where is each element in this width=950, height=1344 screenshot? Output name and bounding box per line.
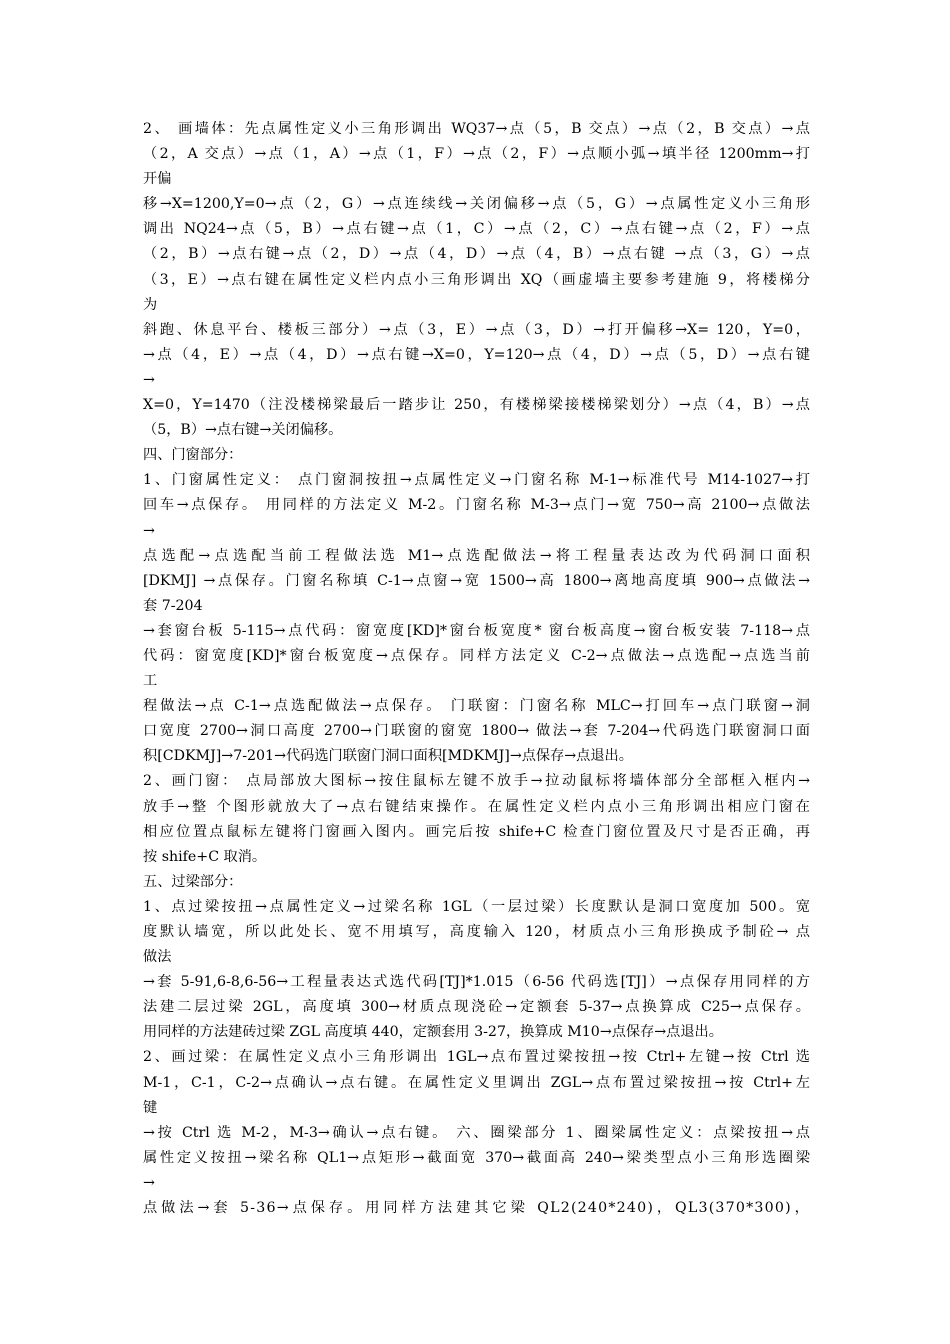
text-line: 点做法→套 5-36→点保存。用同样方法建其它梁 QL2(240*240)，QL3(370*300)， [143,1200,810,1217]
section-heading: 五、过梁部分： [143,873,243,890]
text-line: X=0，Y=1470（注没楼梯梁最后一踏步让 250，有楼梯梁接楼梯梁划分）→点（4，B）→点 [143,397,810,414]
text-line: 度默认墙宽，所以此处长、宽不用填写，高度输入 120，材质点小三角形换成予制砼→ 点 [143,924,810,940]
text-line: 口宽度 2700→洞口高度 2700→门联窗的窗宽 1800→ 做法→套 7-204→代码选门联窗洞口面 [143,723,810,740]
text-line: 键 [143,1099,158,1116]
text-line: 法建二层过梁 2GL，高度填 300→材质点现浇砼→定额套 5-37→点换算成 C25→点保存。 [143,999,810,1016]
text-line: 属性定义按扭→梁名称 QL1→点矩形→截面宽 370→截面高 240→梁类型点小三角形选圈梁 [143,1149,810,1166]
text-line: 1、门窗属性定义： 点门窗洞按扭→点属性定义→门窗名称 M-1→标准代号 M14-1027→打 [143,472,810,489]
text-line: （2，A 交点）→点（1，A）→点（1，F）→点（2，F）→点顺小弧→填半径 1200mm→打 [143,146,810,163]
text-line: → [143,371,155,388]
text-line: →套窗台板 5-115→点代码：窗宽度[KD]*窗台板宽度* 窗台板高度→窗台板安装 7-118→点 [143,622,810,639]
text-line: 套 7-204 [143,597,203,614]
text-line: （3，E）→点右键在属性定义栏内点小三角形调出 XQ（画虚墙主要参考建施 9，将楼梯分 [143,271,810,288]
text-line: 1、点过梁按扭→点属性定义→过梁名称 1GL（一层过梁）长度默认是洞口宽度加 500。宽 [143,898,810,915]
document-body [143,117,810,1221]
text-line: 程做法→点 C-1→点选配做法→点保存。 门联窗：门窗名称 MLC→打回车→点门联窗→洞 [143,698,810,715]
text-line: 移→X=1200,Y=0→点（2，G）→点连续线→关闭偏移→点（5，G）→点属性定义小三角形 [143,196,810,213]
text-line: 2、画过梁：在属性定义点小三角形调出 1GL→点布置过梁按扭→按 Ctrl+左键→按 Ctrl 选 [143,1049,810,1066]
text-line: 开偏 [143,171,172,188]
text-line: 工 [143,673,158,690]
text-line: →按 Ctrl 选 M-2，M-3→确认→点右键。 六、圈梁部分 1、圈梁属性定义：点梁按扭→点 [143,1124,810,1141]
text-line: 斜跑、休息平台、楼板三部分）→点（3，E）→点（3，D）→打开偏移→X= 120，Y=0， [143,321,810,338]
text-line: 用同样的方法建砖过梁 ZGL 高度填 440，定额套用 3-27，换算成 M10→点保存→点退出。 [143,1024,723,1041]
text-line: 点选配→点选配当前工程做法选 M1→点选配做法→将工程量表达改为代码洞口面积 [143,547,810,564]
text-line: 代码：窗宽度[KD]*窗台板宽度→点保存。同样方法定义 C-2→点做法→点选配→点选当前 [143,647,810,664]
text-line: [DKMJ] →点保存。门窗名称填 C-1→点窗→宽 1500→高 1800→离地高度填 900→点做法→ [143,572,810,589]
text-line: （5，B）→点右键→关闭偏移。 [143,422,343,439]
text-line: 调出 NQ24→点（5，B）→点右键→点（1，C）→点（2，C）→点右键→点（2，F）→点 [143,221,810,238]
text-line: 回车→点保存。 用同样的方法定义 M-2。门窗名称 M-3→点门→宽 750→高 2100→点做法 [143,497,810,514]
text-line: →套 5-91,6-8,6-56→工程量表达式选代码[TJ]*1.015（6-56 代码选[TJ]）→点保存用同样的方 [143,974,810,991]
text-line: （2，B）→点右键→点（2，D）→点（4，D）→点（4，B）→点右键 →点（3，G）→点 [143,246,810,263]
text-line: 放手→整 个图形就放大了→点右键结束操作。在属性定义栏内点小三角形调出相应门窗在 [143,798,810,815]
text-line: 做法 [143,949,172,966]
text-line: 相应位置点鼠标左键将门窗画入图内。画完后按 shife+C 检查门窗位置及尺寸是否正确，再 [143,823,810,840]
text-line: 2、画门窗： 点局部放大图标→按住鼠标左键不放手→拉动鼠标将墙体部分全部框入框内→ [143,773,810,790]
text-line: 2、 画墙体：先点属性定义小三角形调出 WQ37→点（5，B 交点）→点（2，B 交点）→点 [143,121,810,137]
text-line: 按 shife+C 取消。 [143,848,267,865]
text-line: →点（4，E）→点（4，D）→点右键→X=0，Y=120→点（4，D）→点（5，D）→点右键 [143,346,810,363]
text-line: → [143,522,155,539]
text-line: 为 [143,296,158,313]
text-line: 积[CDKMJ]→7-201→代码选门联窗门洞口面积[MDKMJ]→点保存→点退出。 [143,748,633,765]
text-line: → [143,1174,155,1191]
text-line: M-1，C-1，C-2→点确认→点右键。在属性定义里调出 ZGL→点布置过梁按扭→按 Ctrl+左 [143,1074,810,1091]
section-heading: 四、门窗部分： [143,447,243,464]
